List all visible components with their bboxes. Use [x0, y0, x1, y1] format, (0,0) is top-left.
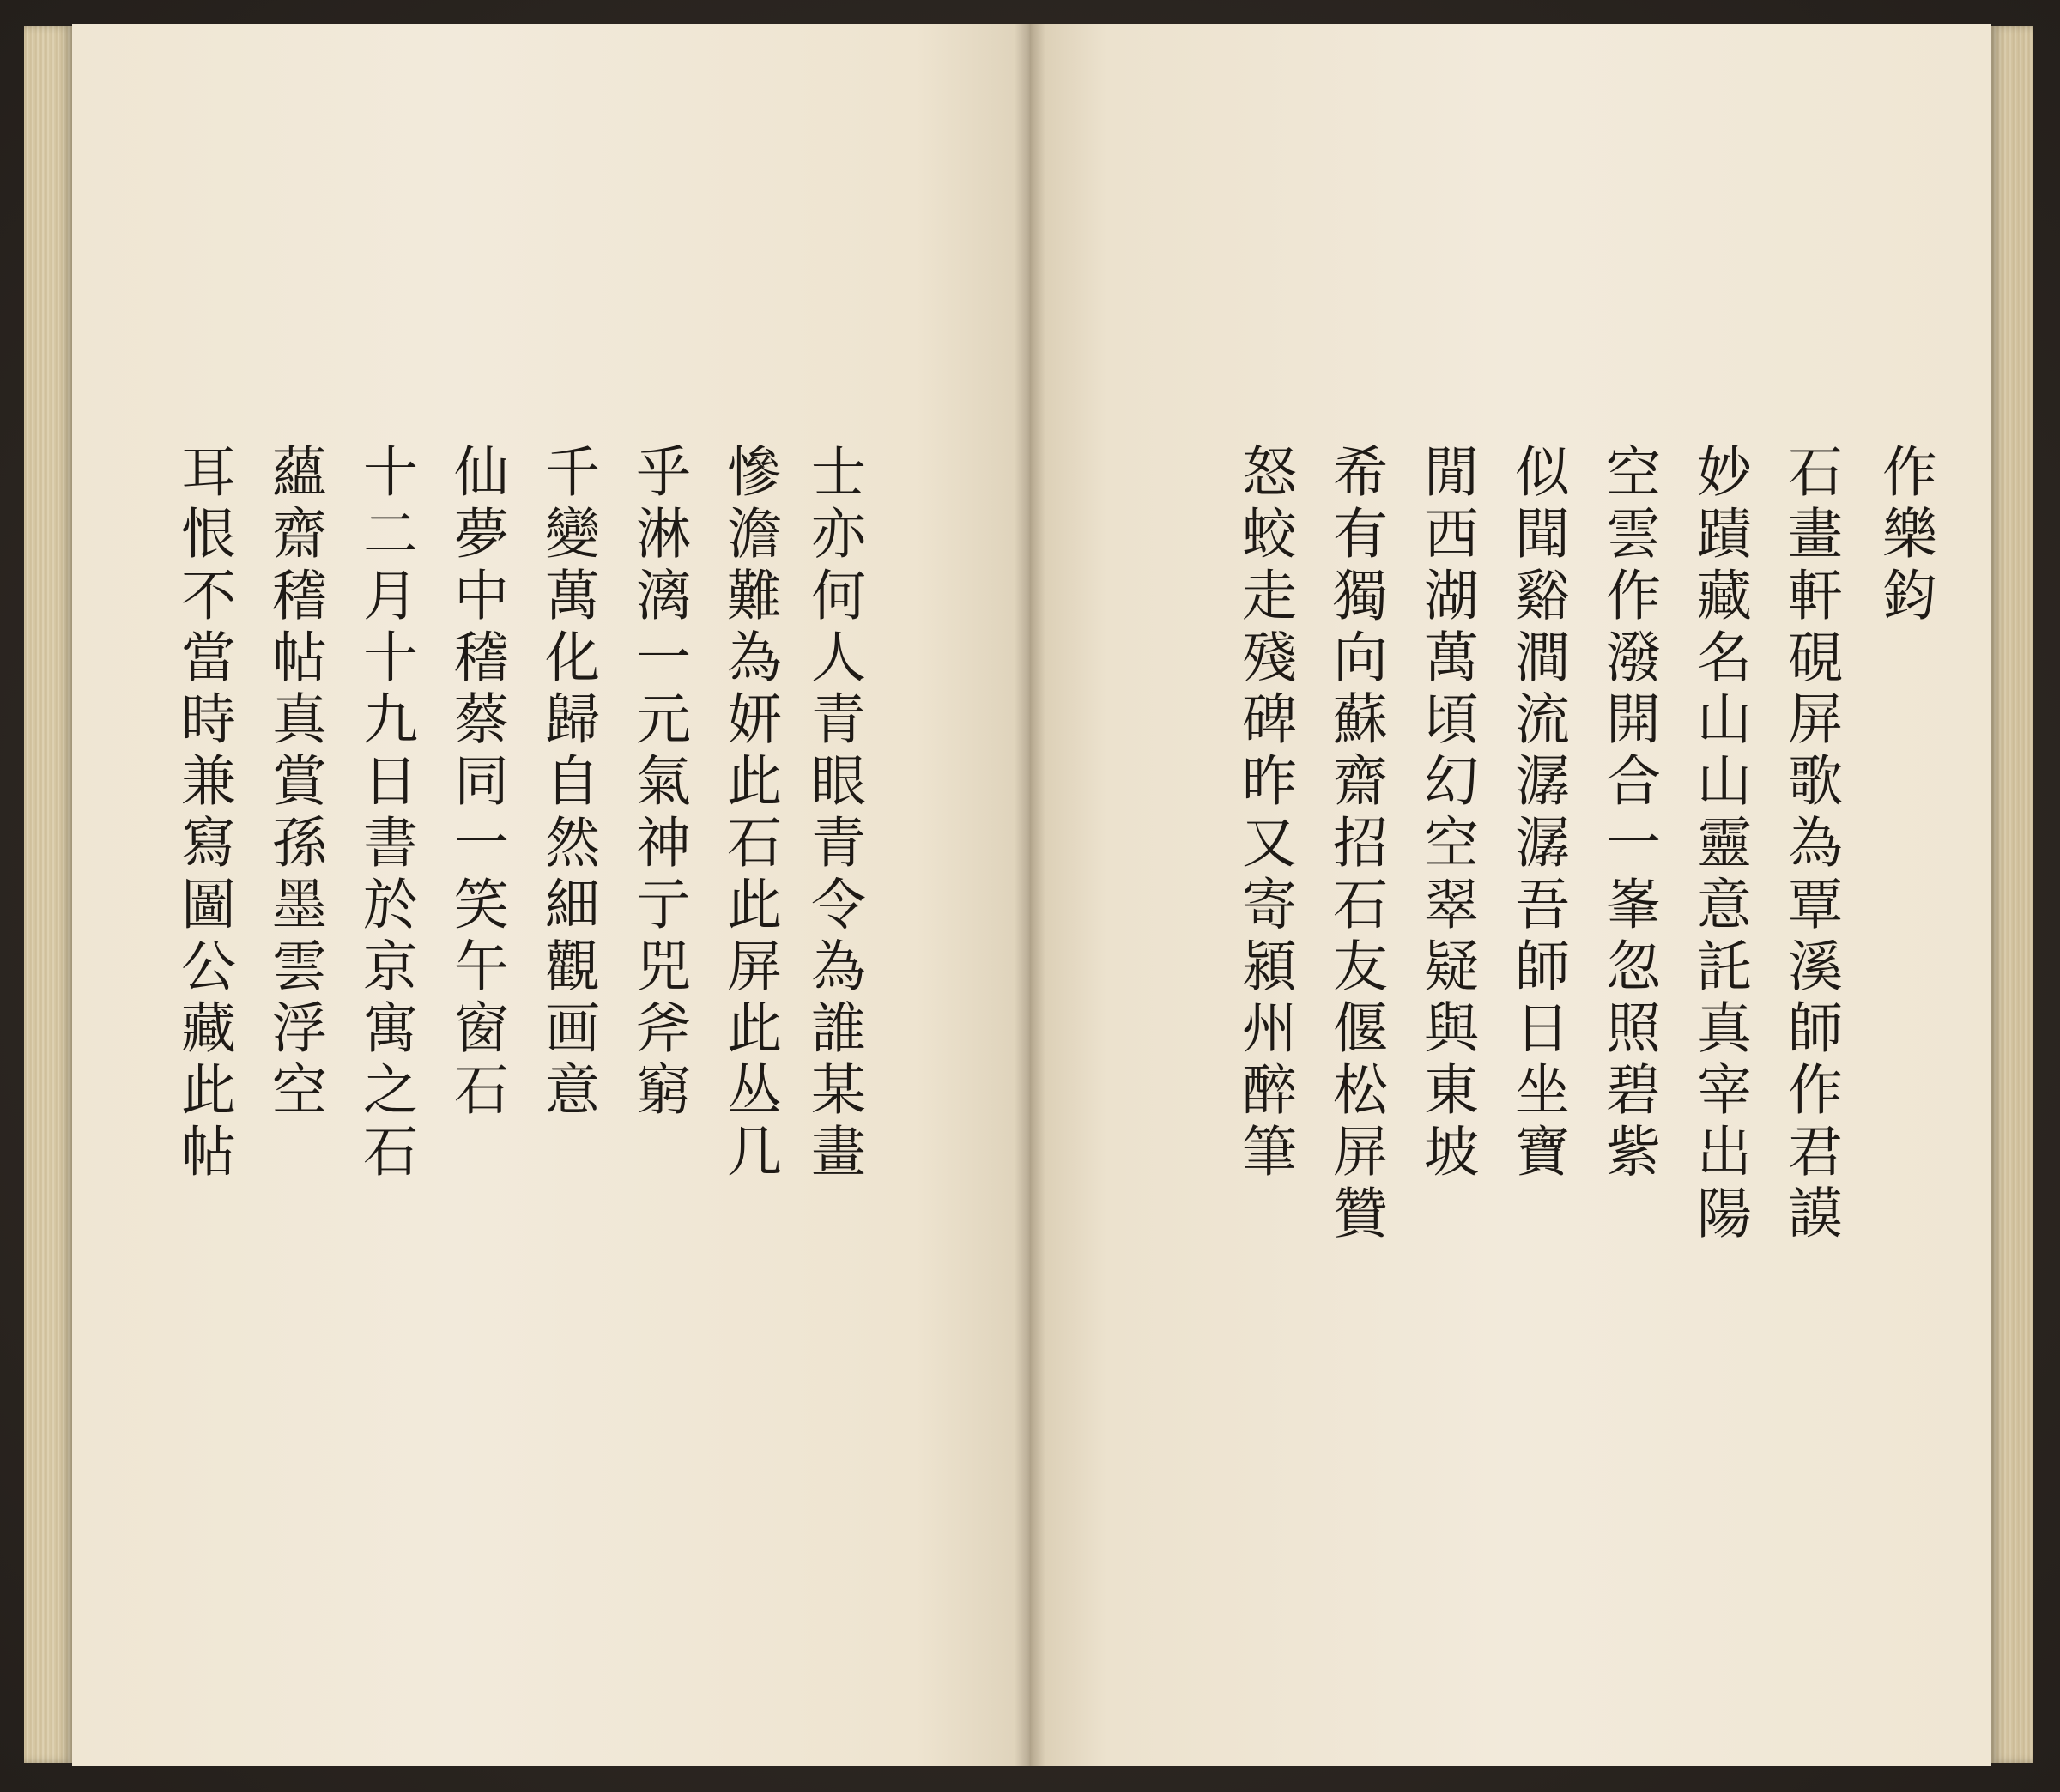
text-column: 蘊齋𥡴帖真賞孫墨雲浮空	[263, 443, 326, 1123]
text-column: 乎淋漓一元氣神亍兕斧窮	[627, 443, 690, 1123]
author-column: 作樂鈞	[1873, 443, 1936, 628]
text-column: 怒蛟走殘碑昨又寄潁州醉筆	[1233, 443, 1296, 1184]
text-column: 慘澹難為妍此石此屏此丛几	[718, 443, 781, 1184]
text-column: 仙夢中𥡴蔡同一笑午窗石	[445, 443, 508, 1123]
text-column: 石畫軒硯屏歌為覃溪師作君謨	[1778, 443, 1842, 1246]
right-page	[1030, 24, 1991, 1766]
text-column: 千變萬化歸自然細觀画意	[536, 443, 599, 1123]
text-column: 空雲作潑開合一峯忽照碧紫	[1596, 443, 1660, 1184]
text-column: 士亦何人青眼青令為誰某畫	[802, 443, 865, 1184]
right-page-edge	[1991, 26, 2033, 1763]
text-column: 耳恨不當時兼寫圖公藏此帖	[172, 443, 235, 1184]
text-column: 十二月十九日書於京寓之石	[354, 443, 417, 1184]
text-column: 妙蹟藏名山山靈意託真宰出陽	[1687, 443, 1751, 1246]
book-gutter	[1015, 24, 1045, 1766]
left-page-edge	[24, 26, 72, 1763]
text-column: 似聞谿澗流潺潺吾師日坐寶	[1506, 443, 1569, 1184]
left-page	[72, 24, 1030, 1766]
text-column: 希有獨向蘇齋招石友偃松屏贊	[1324, 443, 1387, 1246]
text-column: 閒西湖萬頃幻空翠疑與東坡	[1415, 443, 1478, 1184]
